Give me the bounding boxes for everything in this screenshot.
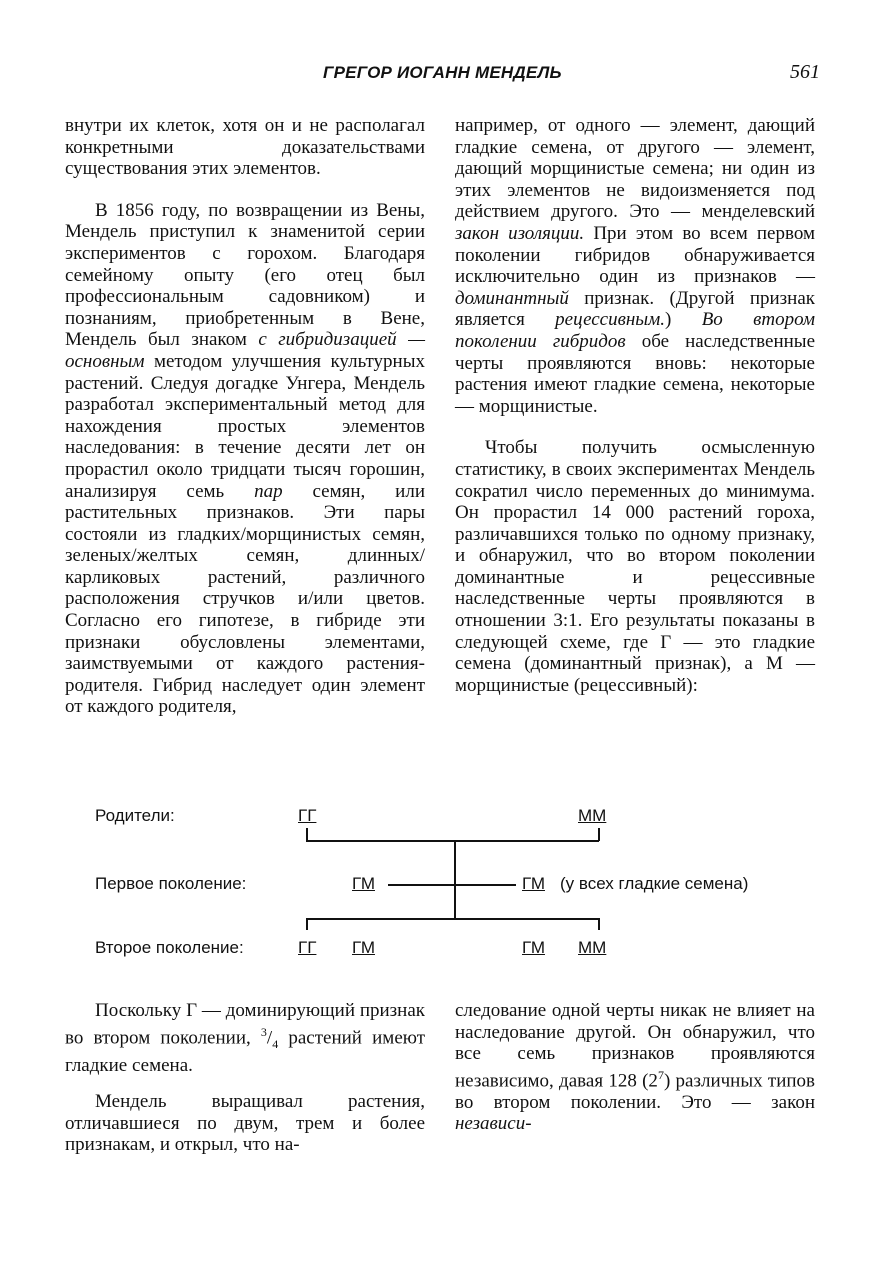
text-run: семян, или растительных признаков. Эти пары состояли из гладких/морщинистых семян, зеленых/желтых семян, длинных/карликовых растений, различного расположения стручков и/или цветов. Согласно его гипотезе, в гибриде эти признаки обусловлены элементами, заимствуемыми от каждого растения-родителя. Гибрид наследует один элемент от каждого родителя, <box>65 480 425 718</box>
connector <box>456 884 516 886</box>
text-run: Поскольку Г — доминирующий признак во втором поколении, <box>65 1000 425 1048</box>
label-second-generation: Второе поколение: <box>95 938 244 957</box>
emphasis: рецессивным. <box>555 309 666 331</box>
running-header-title: ГРЕГОР ИОГАНН МЕНДЕЛЬ <box>323 63 562 82</box>
bottom-left-column <box>65 1000 425 1156</box>
text-run: растений имеют гладкие семена. <box>65 1026 425 1077</box>
second-gen-4: ММ <box>578 938 607 957</box>
text-run: В 1856 году, по возвращении из Вены, Мендель приступил к знаменитой серии экспериментов с горохом. Благодаря семейному опыту (его отец был профессиональным садовником) и познаниям, приобретенным в Вене, Мендель был знаком <box>65 199 425 351</box>
emphasis: доминантный <box>455 287 569 309</box>
label-parents: Родители: <box>95 806 175 825</box>
parent-left: ГГ <box>298 806 317 825</box>
second-gen-1: ГГ <box>298 938 317 957</box>
emphasis: с гибридизацией — основным <box>65 329 425 372</box>
first-gen-note: (у всех гладкие семена) <box>560 874 749 893</box>
text-run: следование одной черты никак не влияет на наследование другой. Он обнаружил, что все семь признаков проявляются независимо, давая 128 (2 <box>455 1000 815 1092</box>
first-gen-right: ГМ <box>522 874 545 893</box>
second-gen-3: ГМ <box>522 938 545 957</box>
parent-right: ММ <box>578 806 607 825</box>
right-column <box>455 115 815 696</box>
paragraph: Мендель выращивал растения, отличавшиеся по двум, трем и более признакам, и открыл, что на- <box>65 1090 425 1156</box>
connector <box>454 840 456 918</box>
fraction-denominator: 4 <box>272 1036 279 1051</box>
text-run: методом улучшения культурных растений. Следуя догадке Унгера, Мендель разработал экспериментальный метод для нахождения простых элементов наследования: в течение десяти лет он прорастил около тридцати тысяч горошин, анализируя семь <box>65 350 425 502</box>
paragraph <box>455 1000 815 1135</box>
connector <box>598 918 600 930</box>
emphasis: пар <box>254 480 283 502</box>
connector <box>306 840 599 842</box>
inheritance-scheme <box>0 790 886 970</box>
second-gen-2: ГМ <box>352 938 375 957</box>
page-number: 561 <box>790 61 820 83</box>
text-run: ) <box>665 309 702 331</box>
connector <box>388 884 454 886</box>
left-column <box>65 115 425 718</box>
text-run: например, от одного — элемент, дающий гладкие семена, от другого — элемент, дающий морщинистые семена; ни один из этих элементов не видоизменяется под действием другого. Это — менделевский <box>455 115 815 223</box>
paragraph <box>65 200 425 718</box>
text-run: признак. (Другой признак является <box>455 287 815 331</box>
emphasis: Во втором поколении гибридов <box>455 309 815 352</box>
first-gen-left: ГМ <box>352 874 375 893</box>
superscript: 7 <box>657 1067 664 1082</box>
paragraph <box>455 115 815 417</box>
connector <box>306 918 308 930</box>
label-first-generation: Первое поколение: <box>95 874 247 893</box>
bottom-right-column <box>455 1000 815 1135</box>
text-run: ) различных типов во втором поколении. Это — закон <box>455 1070 816 1113</box>
emphasis: независи- <box>455 1113 532 1135</box>
connector <box>306 918 599 920</box>
text-run: При этом во всем первом поколении гибридов обнаруживается исключительно один из признаков — <box>455 222 815 288</box>
emphasis: закон изоляции. <box>455 222 585 244</box>
paragraph: Чтобы получить осмысленную статистику, в своих экспериментах Мендель сократил число переменных до минимума. Он прорастил 14 000 растений гороха, различавшихся только по одному признаку, и обнаружил, что во втором поколении доминантные и рецессивные наследственные черты проявляются в отношении 3:1. Его результаты показаны в следующей схеме, где Г — это гладкие семена (доминантный признак), а М — морщинистые (рецессивный): <box>455 437 815 696</box>
fraction-numerator: 3 <box>260 1024 267 1039</box>
text-run: обе наследственные черты проявляются вновь: некоторые растения имеют гладкие семена, некоторые — морщинистые. <box>455 330 816 417</box>
paragraph: Поскольку Г — доминирующий признак во втором поколении, $^3/_4$ растений имеют гладкие семена. <box>65 1000 425 1077</box>
paragraph: внутри их клеток, хотя он и не располагал конкретными доказательствами существования этих элементов. <box>65 115 425 180</box>
